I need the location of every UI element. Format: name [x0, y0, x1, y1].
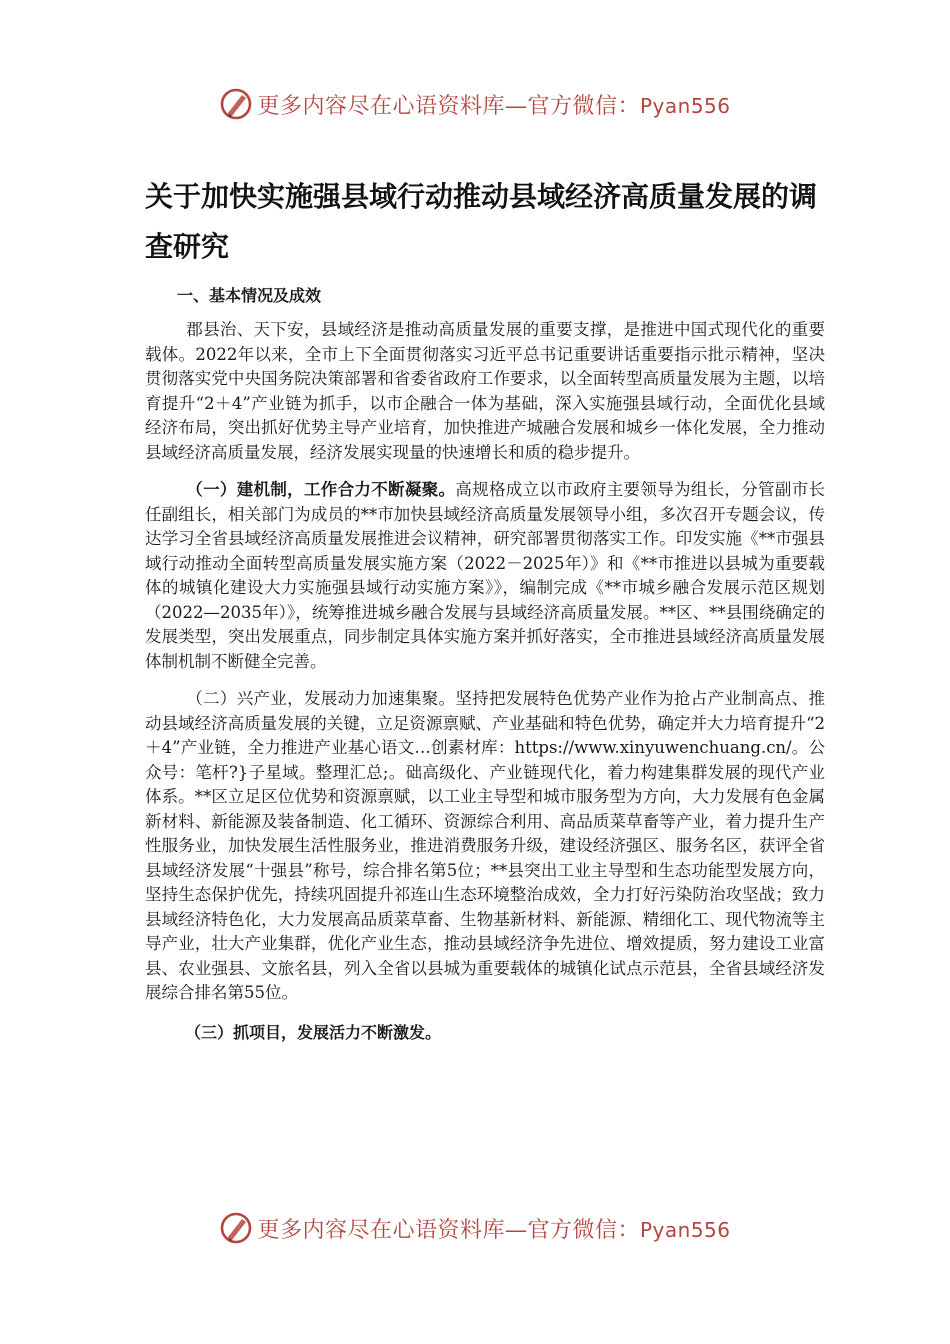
banner-text-cn: 更多内容尽在心语资料库—官方微信：	[257, 93, 640, 119]
banner-text	[257, 1213, 730, 1244]
document-title: 关于加快实施强县域行动推动县域经济高质量发展的调查研究	[145, 180, 818, 263]
paragraph-projects-lead: （三）抓项目，发展活力不断激发。	[185, 1022, 442, 1042]
paragraph-mechanism	[145, 478, 825, 674]
pen-logo-icon	[219, 87, 253, 121]
banner-text	[257, 89, 730, 120]
paragraph-mechanism-lead: （一）建机制，工作合力不断凝聚。	[186, 480, 456, 499]
section-heading: 一、基本情况及成效	[177, 286, 322, 305]
document-body	[145, 282, 825, 1047]
paragraph-intro: 郡县治、天下安，县域经济是推动高质量发展的重要支撑，是推进中国式现代化的重要载体。2022年以来，全市上下全面贯彻落实习近平总书记重要讲话重要指示批示精神，坚决贯彻落实党中央国务院决策部署和省委省政府工作要求，以全面转型高质量发展为主题，以培育提升“2＋4”产业链为抓手，以市企融合一体为基础，深入实施强县域行动，全面优化县域经济布局，突出抓好优势主导产业培育，加快推进产城融合发展和城乡一体化发展，全力推动县域经济高质量发展，经济发展实现量的快速增长和质的稳步提升。	[145, 320, 825, 462]
paragraph-mechanism-body: 高规格成立以市政府主要领导为组长，分管副市长任副组长，相关部门为成员的**市加快县域经济高质量发展领导小组，多次召开专题会议，传达学习全省县域经济高质量发展推进会议精神，研究部署贯彻落实工作。印发实施《**市强县域行动推动全面转型高质量发展实施方案（2022－2025年）》和《**市推进以县城为重要载体的城镇化建设大力实施强县域行动实施方案》》，编制完成《**市城乡融合发展示范区规划（2022—2035年）》，统筹推进城乡融合发展与县域经济高质量发展。**区、**县围绕确定的发展类型，突出发展重点，同步制定具体实施方案并抓好落实，全市推进县域经济高质量发展体制机制不断健全完善。	[145, 480, 826, 671]
pen-logo-icon	[219, 1211, 253, 1245]
paragraph-industry: （二）兴产业，发展动力加速集聚。坚持把发展特色优势产业作为抢占产业制高点、推动县域经济高质量发展的关键，立足资源禀赋、产业基础和特色优势，确定并大力培育提升“2＋4”产业链，全力推进产业基心语文…创素材库：https://www.xinyuwenchuang.cn/。公众号：笔杆?}子星域。整理汇总;。础高级化、产业链现代化，着力构建集群发展的现代产业体系。**区立足区位优势和资源禀赋，以工业主导型和城市服务型为方向，大力发展有色金属新材料、新能源及装备制造、化工循环、资源综合利用、高品质菜草畜等产业，着力提升生产性服务业，加快发展生活性服务业，推进消费服务升级，建设经济强区、服务名区，获评全省县域经济发展“十强县”称号，综合排名第5位；**县突出工业主导型和生态功能型发展方向，坚持生态保护优先，持续巩固提升祁连山生态环境整治成效，全力打好污染防治攻坚战；致力县域经济特色化，大力发展高品质菜草畜、生物基新材料、新能源、精细化工、现代物流等主导产业，壮大产业集群，优化产业生态，推动县域经济争先进位、增效提质，努力建设工业富县、农业强县、文旅名县，列入全省以县城为重要载体的城镇化试点示范县，全省县域经济发展综合排名第55位。	[145, 689, 825, 1002]
banner-wechat-id: Pyan556	[640, 93, 731, 118]
banner-text-cn: 更多内容尽在心语资料库—官方微信：	[257, 1217, 640, 1243]
banner-wechat-id: Pyan556	[640, 1217, 731, 1242]
footer-watermark-banner	[0, 1208, 950, 1248]
header-watermark-banner	[0, 84, 950, 124]
